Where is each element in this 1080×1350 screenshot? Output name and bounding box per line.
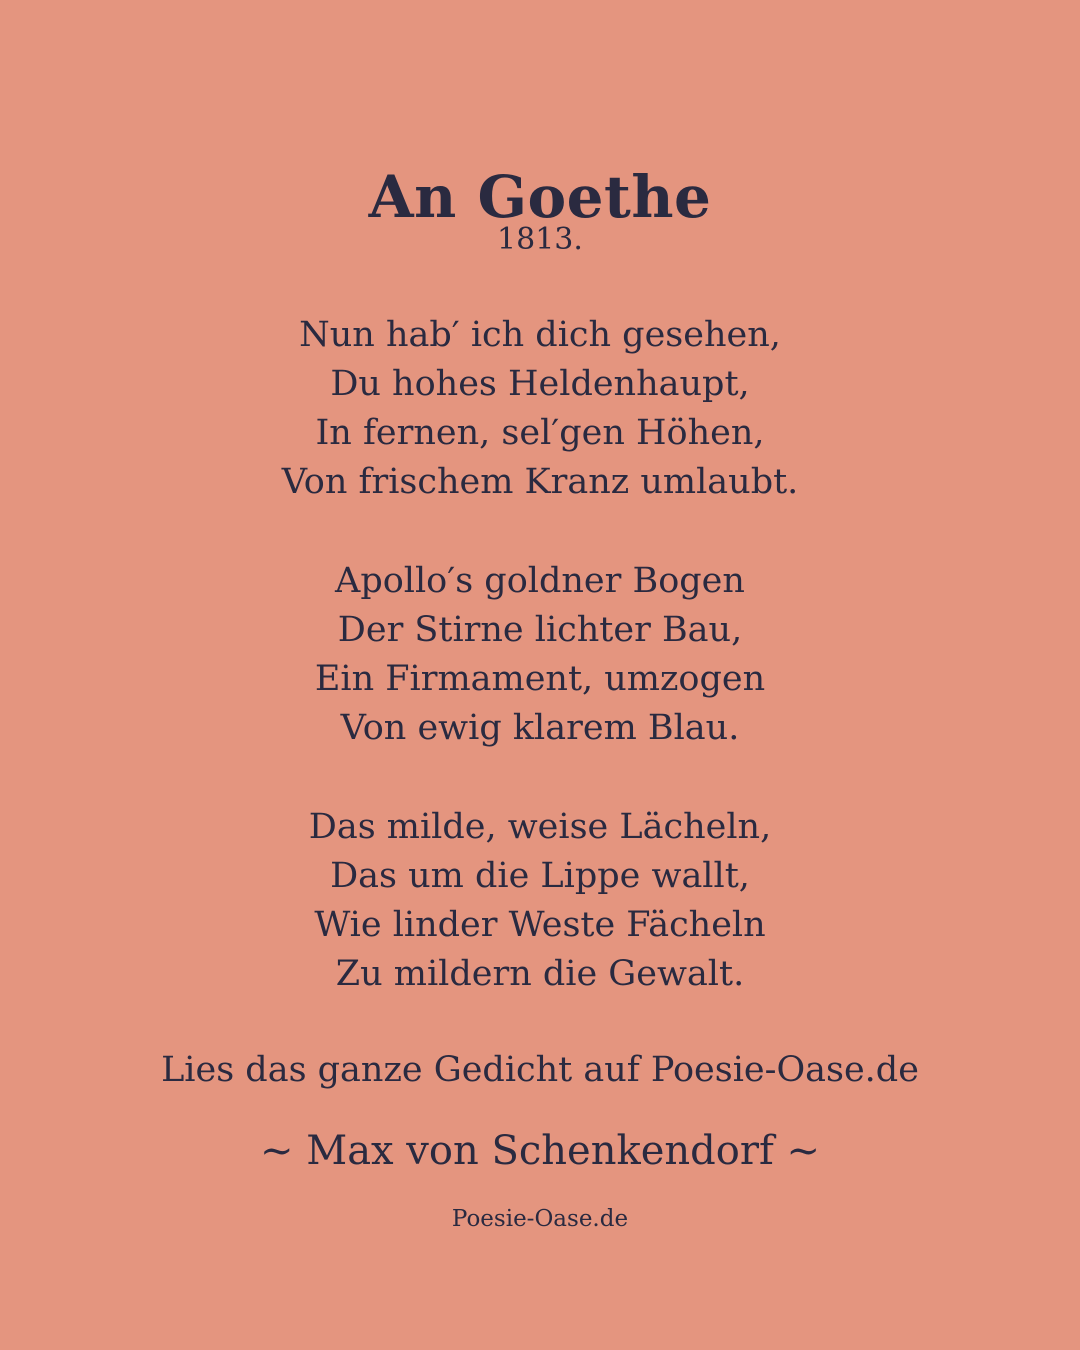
poem-author: ~ Max von Schenkendorf ~	[260, 1128, 820, 1174]
poem-title: An Goethe	[368, 162, 712, 231]
site-brand: Poesie-Oase.de	[451, 1206, 629, 1232]
stanza-3-line-4: Zu mildern die Gewalt.	[335, 954, 745, 994]
stanza-1-line-1: Nun hab′ ich dich gesehen,	[299, 315, 781, 355]
stanza-2-line-2: Der Stirne lichter Bau,	[337, 610, 743, 650]
stanza-1-line-2: Du hohes Heldenhaupt,	[330, 364, 750, 404]
stanza-3	[0, 803, 1080, 999]
stanza-2-line-4: Von ewig klarem Blau.	[340, 708, 740, 748]
poem-year: 1813.	[497, 222, 583, 257]
stanza-2-line-3: Ein Firmament, umzogen	[314, 659, 766, 699]
stanza-2-line-1: Apollo′s goldner Bogen	[335, 561, 745, 601]
stanza-3-line-3: Wie linder Weste Fächeln	[314, 905, 766, 945]
stanza-1-line-3: In fernen, sel′gen Höhen,	[315, 413, 765, 453]
read-full-poem-text: Lies das ganze Gedicht auf Poesie-Oase.de	[161, 1050, 919, 1090]
stanza-1	[0, 311, 1080, 507]
stanza-3-line-2: Das um die Lippe wallt,	[330, 856, 750, 896]
stanza-2	[0, 557, 1080, 753]
stanza-1-line-4: Von frischem Kranz umlaubt.	[281, 462, 799, 502]
stanza-3-line-1: Das milde, weise Lächeln,	[308, 807, 772, 847]
